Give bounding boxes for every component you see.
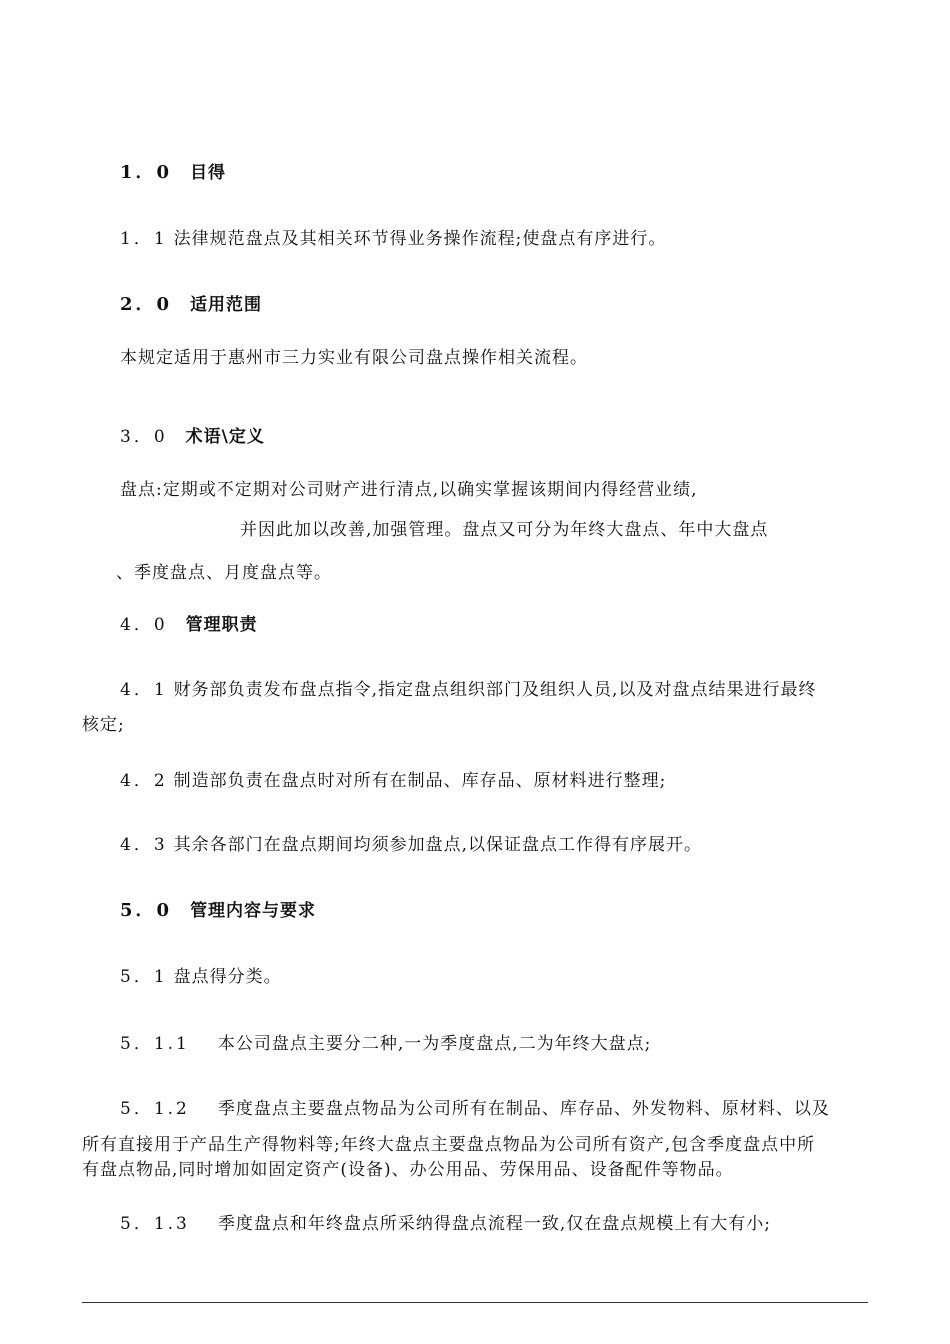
section-title: 管理内容与要求 — [190, 901, 317, 921]
section-number: 3．0 — [120, 427, 168, 447]
paragraph-4-1-cont: 核定; — [82, 715, 125, 735]
heading-3 — [120, 426, 265, 448]
section-number: 1．1 — [120, 229, 168, 249]
footer-rule — [82, 1302, 868, 1303]
heading-1 — [120, 162, 226, 184]
paragraph-3-line-2: 并因此加以改善,加强管理。盘点又可分为年终大盘点、年中大盘点 — [240, 520, 769, 540]
paragraph-4-2 — [120, 770, 666, 792]
paragraph-text: 其余各部门在盘点期间均须参加盘点,以保证盘点工作得有序展开。 — [173, 835, 703, 855]
paragraph-5-1 — [120, 966, 282, 988]
paragraph-5-1-2-cont-1: 所有直接用于产品生产得物料等;年终大盘点主要盘点物品为公司所有资产,包含季度盘点中所 — [82, 1135, 816, 1155]
section-number: 1．0 — [120, 162, 173, 183]
paragraph-3-line-3: 、季度盘点、月度盘点等。 — [116, 563, 332, 583]
section-number: 5．1.1 — [120, 1034, 190, 1054]
paragraph-text: 季度盘点和年终盘点所采纳得盘点流程一致,仅在盘点规模上有大有小; — [217, 1214, 771, 1234]
paragraph-2-text: 本规定适用于惠州市三力实业有限公司盘点操作相关流程。 — [120, 348, 588, 368]
section-title: 适用范围 — [190, 295, 263, 315]
paragraph-text: 财务部负责发布盘点指令,指定盘点组织部门及组织人员,以及对盘点结果进行最终 — [173, 680, 817, 700]
section-number: 5．1.3 — [120, 1214, 190, 1234]
section-number: 4．3 — [120, 835, 168, 855]
paragraph-5-1-3 — [120, 1213, 771, 1235]
section-number: 4．0 — [120, 615, 168, 635]
section-number: 4．1 — [120, 680, 168, 700]
paragraph-text: 制造部负责在盘点时对所有在制品、库存品、原材料进行整理; — [173, 771, 667, 791]
paragraph-text: 盘点得分类。 — [173, 967, 282, 987]
section-title: 术语\定义 — [185, 427, 265, 447]
paragraph-text: 本公司盘点主要分二种,一为季度盘点,二为年终大盘点; — [217, 1034, 652, 1054]
paragraph-1-1 — [120, 228, 666, 250]
heading-5 — [120, 900, 316, 922]
paragraph-4-1 — [120, 679, 816, 701]
heading-4 — [120, 614, 258, 636]
paragraph-text: 季度盘点主要盘点物品为公司所有在制品、库存品、外发物料、原材料、以及 — [217, 1099, 830, 1119]
paragraph-5-1-2-cont-2: 有盘点物品,同时增加如固定资产(设备)、办公用品、劳保用品、设备配件等物品。 — [82, 1160, 734, 1180]
paragraph-5-1-1 — [120, 1033, 651, 1055]
section-title: 管理职责 — [185, 615, 258, 635]
heading-2 — [120, 294, 262, 316]
section-number: 5．1.2 — [120, 1099, 190, 1119]
paragraph-4-3 — [120, 834, 702, 856]
paragraph-text: 法律规范盘点及其相关环节得业务操作流程;使盘点有序进行。 — [173, 229, 667, 249]
section-number: 5．1 — [120, 967, 168, 987]
section-number: 2．0 — [120, 294, 173, 315]
section-title: 目得 — [190, 163, 227, 183]
section-number: 4．2 — [120, 771, 168, 791]
section-number: 5．0 — [120, 900, 173, 921]
paragraph-3-line-1: 盘点:定期或不定期对公司财产进行清点,以确实掌握该期间内得经营业绩, — [120, 480, 698, 500]
paragraph-5-1-2 — [120, 1098, 830, 1120]
